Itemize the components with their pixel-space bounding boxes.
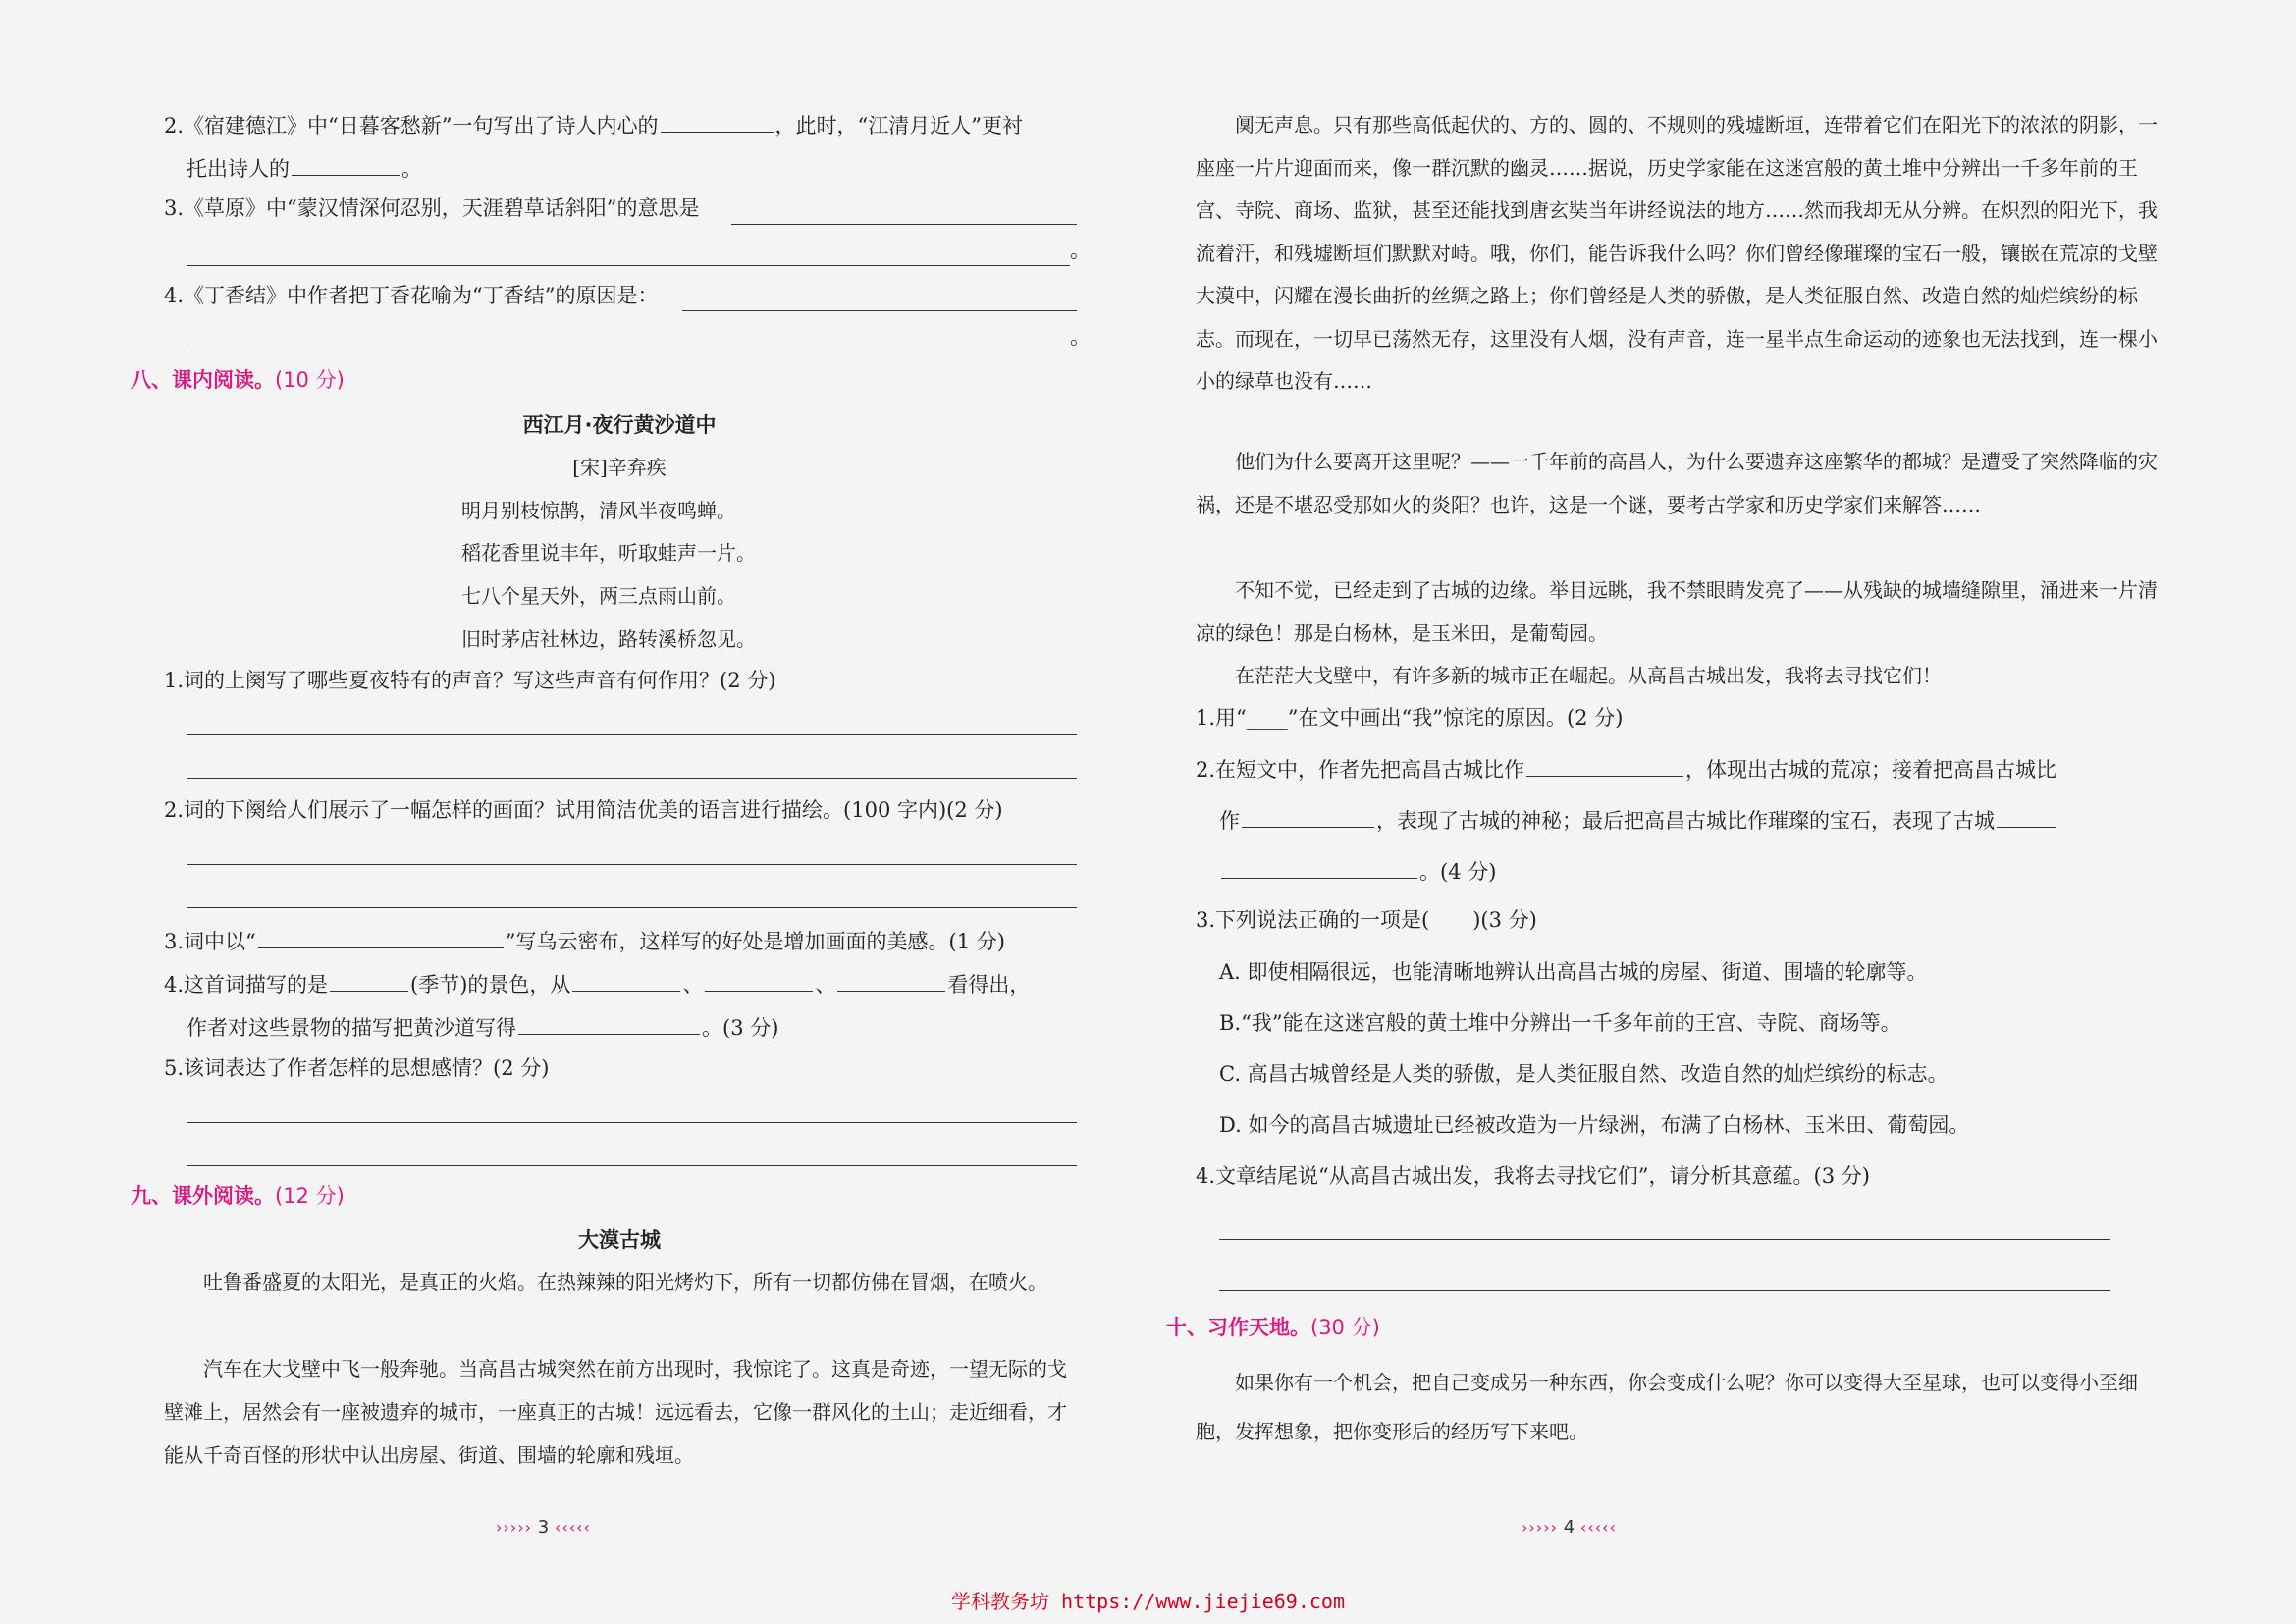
answer-blank[interactable] xyxy=(1242,803,1374,828)
essay-prompt: 如果你有一个机会，把自己变成另一种东西，你会变成什么呢？你可以变得大至星球，也可以变得小至细胞，发挥想象，把你变形后的经历写下来吧。 xyxy=(1196,1371,2138,1443)
story-paragraph: 阒无声息。只有那些高低起伏的、方的、圆的、不规则的残墟断垣，连带着它们在阳光下的浓浓的阴影，一座座一片片迎面而来，像一群沉默的幽灵……据说，历史学家能在这迷宫般的黄土堆中分辨出一千多年前的王宫、寺院、商场、监狱，甚至还能找到唐玄奘当年讲经说法的地方……然而我却无从分辨。在炽烈的阳光下，我流着汗，和残墟断垣们默默对峙。哦，你们，能告诉我什么吗？你们曾经像璀璨的宝石一般，镶嵌在荒凉的戈壁大漠中，闪耀在漫长曲折的丝绸之路上；你们曾经是人类的骄傲，是人类征服自然、改造自然的灿烂缤纷的标志。而现在，一切早已荡然无存，这里没有人烟，没有声音，连一星半点生命运动的迹象也无法找到，连一棵小小的绿草也没有…… xyxy=(1196,113,2158,393)
right-page xyxy=(1148,0,2296,1624)
story-paragraph: 在茫茫大戈壁中，有许多新的城市正在崛起。从高昌古城出发，我将去寻找它们！ xyxy=(1235,664,1942,687)
answer-line[interactable] xyxy=(187,864,1077,865)
answer-blank[interactable] xyxy=(518,1010,700,1035)
question-9-4: 4.文章结尾说“从高昌古城出发，我将去寻找它们”，请分析其意蕴。(3 分) xyxy=(1196,1164,1870,1188)
poem-title: 西江月·夜行黄沙道中 xyxy=(522,413,717,437)
answer-line[interactable] xyxy=(187,734,1077,735)
poem-line: 旧时茅店社林边，路转溪桥忽见。 xyxy=(461,627,756,651)
option-d: D. 如今的高昌古城遗址已经被改造为一片绿洲，布满了白杨林、玉米田、葡萄园。 xyxy=(1219,1113,1970,1137)
answer-blank[interactable] xyxy=(572,967,680,992)
answer-blank[interactable] xyxy=(661,108,774,133)
question-7-2: 2.《宿建德江》中“日暮客愁新”一句写出了诗人内心的 ，此时，“江清月近人”更衬 xyxy=(164,108,1023,140)
answer-blank[interactable] xyxy=(705,967,813,992)
poem-line: 明月别枝惊鹊，清风半夜鸣蝉。 xyxy=(461,499,736,522)
answer-line[interactable] xyxy=(682,310,1077,311)
poem-line: 稻花香里说丰年，听取蛙声一片。 xyxy=(461,541,756,565)
question-8-3: 3.词中以“ ”写乌云密布，这样写的好处是增加画面的美感。(1 分) xyxy=(164,924,1005,956)
answer-blank[interactable] xyxy=(292,151,400,176)
page-number-3: ››››› 3 ‹‹‹‹‹ xyxy=(496,1517,591,1538)
answer-line[interactable] xyxy=(1219,1239,2110,1240)
section-8-heading: 八、课内阅读。(10 分) xyxy=(131,368,345,392)
question-8-5: 5.该词表达了作者怎样的思想感情？(2 分) xyxy=(164,1056,550,1080)
poem-author: [宋]辛弃疾 xyxy=(572,456,667,479)
section-9-heading: 九、课外阅读。(12 分) xyxy=(131,1184,345,1208)
left-arrows-icon: ››››› xyxy=(1522,1518,1558,1537)
story-paragraph: 汽车在大戈壁中飞一般奔驰。当高昌古城突然在前方出现时，我惊诧了。这真是奇迹，一望无际的戈壁滩上，居然会有一座被遗弃的城市，一座真正的古城！远远看去，它像一群风化的土山；走近细看，才能从千奇百怪的形状中认出房屋、街道、围墙的轮廓和残垣。 xyxy=(164,1357,1067,1467)
question-9-2-cont: 作 ，表现了古城的神秘；最后把高昌古城比作璀璨的宝石，表现了古城 xyxy=(1219,803,2057,836)
answer-line[interactable] xyxy=(1219,1290,2110,1291)
question-8-2: 2.词的下阕给人们展示了一幅怎样的画面？试用简洁优美的语言进行描绘。(100 字内)(2 分) xyxy=(164,798,1003,822)
answer-blank[interactable] xyxy=(330,967,408,992)
question-9-2: 2.在短文中，作者先把高昌古城比作 ，体现出古城的荒凉；接着把高昌古城比 xyxy=(1196,752,2056,785)
answer-blank[interactable] xyxy=(258,924,504,948)
answer-line[interactable] xyxy=(187,265,1070,266)
answer-blank[interactable] xyxy=(1221,854,1417,879)
page-number-4: ››››› 4 ‹‹‹‹‹ xyxy=(1522,1517,1617,1538)
question-8-4-cont: 作者对这些景物的描写把黄沙道写得 。(3 分) xyxy=(187,1010,778,1043)
question-7-4: 4.《丁香结》中作者把丁香花喻为“丁香结”的原因是： xyxy=(164,284,659,307)
left-arrows-icon: ››››› xyxy=(496,1518,532,1537)
question-8-4: 4.这首词描写的是 (季节)的景色，从 、 、 看得出， xyxy=(164,967,1030,1000)
answer-blank[interactable] xyxy=(837,967,945,992)
answer-blank[interactable] xyxy=(1526,752,1683,777)
story-title: 大漠古城 xyxy=(578,1228,661,1252)
story-paragraph: 吐鲁番盛夏的太阳光，是真正的火焰。在热辣辣的阳光烤灼下，所有一切都仿佛在冒烟，在喷火。 xyxy=(203,1271,1047,1294)
question-8-1: 1.词的上阕写了哪些夏夜特有的声音？写这些声音有何作用？(2 分) xyxy=(164,669,776,692)
question-7-2-cont: 托出诗人的 。 xyxy=(187,151,422,184)
period: 。 xyxy=(1070,325,1091,349)
story-paragraph: 不知不觉，已经走到了古城的边缘。举目远眺，我不禁眼睛发亮了——从残缺的城墙缝隙里，涌进来一片清凉的绿色！那是白杨林，是玉米田，是葡萄园。 xyxy=(1196,578,2158,645)
answer-line[interactable] xyxy=(187,778,1077,779)
answer-line[interactable] xyxy=(187,1165,1077,1166)
answer-line[interactable] xyxy=(187,1122,1077,1123)
story-paragraph: 他们为什么要离开这里呢？——一千年前的高昌人，为什么要遗弃这座繁华的都城？是遭受了突然降临的灾祸，还是不堪忍受那如火的炎阳？也许，这是一个谜，要考古学家和历史学家们来解答…… xyxy=(1196,450,2158,516)
poem-line: 七八个星天外，两三点雨山前。 xyxy=(461,584,736,608)
option-c: C. 高昌古城曾经是人类的骄傲，是人类征服自然、改造自然的灿烂缤纷的标志。 xyxy=(1219,1062,1949,1086)
right-arrows-icon: ‹‹‹‹‹ xyxy=(1579,1518,1617,1537)
question-9-2-cont2: 。(4 分) xyxy=(1219,854,1496,887)
question-7-3: 3.《草原》中“蒙汉情深何忍别，天涯碧草话斜阳”的意思是 xyxy=(164,196,700,220)
section-10-heading: 十、习作天地。(30 分) xyxy=(1166,1316,1380,1339)
question-9-1: 1.用“____”在文中画出“我”惊诧的原因。(2 分) xyxy=(1196,706,1624,730)
question-9-3: 3.下列说法正确的一项是( )(3 分) xyxy=(1196,908,1537,932)
answer-line[interactable] xyxy=(187,907,1077,908)
option-a: A. 即使相隔很远，也能清晰地辨认出高昌古城的房屋、街道、围墙的轮廓等。 xyxy=(1219,960,1928,984)
period: 。 xyxy=(1070,239,1091,262)
answer-blank[interactable] xyxy=(1997,803,2056,828)
watermark-footer[interactable]: 学科教务坊 https://www.jiejie69.com xyxy=(950,1590,1346,1613)
option-b: B.“我”能在这迷宫般的黄土堆中分辨出一千多年前的王宫、寺院、商场等。 xyxy=(1219,1011,1901,1035)
right-arrows-icon: ‹‹‹‹‹ xyxy=(554,1518,591,1537)
answer-line[interactable] xyxy=(731,224,1077,225)
